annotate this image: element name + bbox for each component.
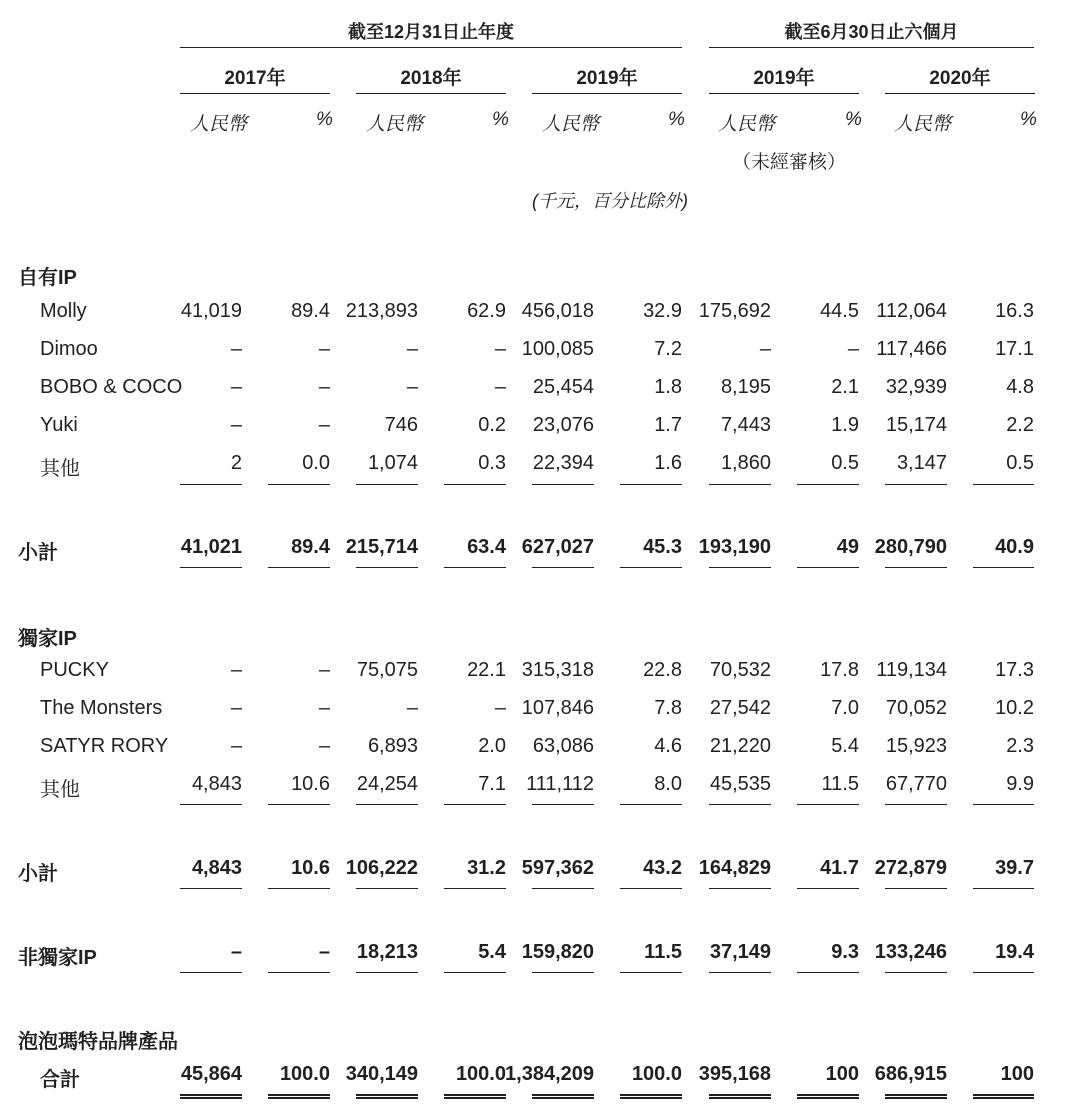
row-value: 45,864 xyxy=(180,1063,242,1085)
row-value: 9.9 xyxy=(1006,773,1034,795)
subtotal-rule xyxy=(532,567,594,568)
row-value: 49 xyxy=(836,536,859,558)
subtotal-rule xyxy=(885,567,947,568)
double-rule xyxy=(973,1094,1034,1099)
section-non-exclusive-ip: 非獨家IP xyxy=(18,947,97,969)
subtotal-rule xyxy=(356,804,418,805)
row-label: 小計 xyxy=(18,542,58,564)
subtotal-rule xyxy=(797,888,859,889)
row-value: 100 xyxy=(825,1063,859,1085)
row-value: 21,220 xyxy=(709,735,771,757)
year-rule xyxy=(180,93,330,94)
row-value: 15,174 xyxy=(885,414,947,436)
header-group-year-rule xyxy=(180,47,682,48)
unaudited-note: （未經審核） xyxy=(732,152,847,173)
row-value: 63,086 xyxy=(532,735,594,757)
unit-rmb: 人民幣 xyxy=(542,114,600,135)
row-value: 0.2 xyxy=(478,414,506,436)
row-value: 2 xyxy=(230,452,242,474)
row-value: – xyxy=(230,376,242,398)
subtotal-rule xyxy=(356,972,418,973)
row-value: 24,254 xyxy=(356,773,418,795)
row-value: 164,829 xyxy=(698,857,771,879)
row-value: 70,052 xyxy=(885,697,947,719)
subtotal-rule xyxy=(444,804,506,805)
row-value: – xyxy=(406,697,418,719)
section-brand-products: 泡泡瑪特品牌產品 xyxy=(18,1031,178,1053)
row-value: 111,112 xyxy=(526,773,594,795)
subtotal-rule xyxy=(797,484,859,485)
row-value: 4,843 xyxy=(191,857,242,879)
row-value: 10.2 xyxy=(995,697,1034,719)
row-value: 41,021 xyxy=(180,536,242,558)
row-value: 175,692 xyxy=(698,300,771,322)
row-label: Molly xyxy=(40,300,87,322)
subtotal-rule xyxy=(532,972,594,973)
row-value: 106,222 xyxy=(345,857,418,879)
row-value: 75,075 xyxy=(356,659,418,681)
row-value: 100,085 xyxy=(521,338,594,360)
subtotal-rule xyxy=(709,484,771,485)
subtotal-rule xyxy=(620,804,682,805)
double-rule xyxy=(797,1094,859,1099)
row-value: 0.0 xyxy=(302,452,330,474)
unit-pct: % xyxy=(845,109,862,130)
row-value: – xyxy=(318,735,330,757)
row-value: 22.8 xyxy=(643,659,682,681)
row-value: 27,542 xyxy=(709,697,771,719)
row-value: – xyxy=(318,414,330,436)
row-value: 4.6 xyxy=(654,735,682,757)
row-value: 17.1 xyxy=(995,338,1034,360)
subtotal-rule xyxy=(180,804,242,805)
subtotal-rule xyxy=(444,972,506,973)
row-value: – xyxy=(230,414,242,436)
unit-pct: % xyxy=(1020,109,1037,130)
subtotal-rule xyxy=(532,804,594,805)
row-value: – xyxy=(406,338,418,360)
subtotal-rule xyxy=(973,567,1034,568)
row-value: – xyxy=(318,941,330,963)
row-value: 2.1 xyxy=(831,376,859,398)
subtotal-rule xyxy=(885,484,947,485)
subtotal-rule xyxy=(620,567,682,568)
row-value: 215,714 xyxy=(345,536,418,558)
row-value: 62.9 xyxy=(467,300,506,322)
year-rule xyxy=(356,93,506,94)
subtotal-rule xyxy=(180,972,242,973)
double-rule xyxy=(268,1094,330,1099)
row-value: 37,149 xyxy=(709,941,771,963)
subtotal-rule xyxy=(268,888,330,889)
row-value: 67,770 xyxy=(885,773,947,795)
row-value: – xyxy=(230,659,242,681)
row-label: Dimoo xyxy=(40,338,98,360)
subtotal-rule xyxy=(532,484,594,485)
row-value: – xyxy=(494,697,506,719)
unit-rmb: 人民幣 xyxy=(894,114,952,135)
row-value: – xyxy=(759,338,771,360)
row-label: SATYR RORY xyxy=(40,735,169,757)
subtotal-rule xyxy=(885,804,947,805)
row-label: 合計 xyxy=(40,1069,80,1091)
row-value: 133,246 xyxy=(874,941,947,963)
row-value: 315,318 xyxy=(521,659,594,681)
double-rule xyxy=(180,1094,242,1099)
subtotal-rule xyxy=(180,567,242,568)
row-value: 597,362 xyxy=(521,857,594,879)
subtotal-rule xyxy=(797,804,859,805)
unit-rmb: 人民幣 xyxy=(718,114,776,135)
subtotal-rule xyxy=(885,888,947,889)
row-value: 0.5 xyxy=(831,452,859,474)
row-value: – xyxy=(318,659,330,681)
row-value: 41.7 xyxy=(820,857,859,879)
row-value: 7.8 xyxy=(654,697,682,719)
row-value: 8.0 xyxy=(654,773,682,795)
subtotal-rule xyxy=(973,972,1034,973)
row-value: 3,147 xyxy=(896,452,947,474)
subtotal-rule xyxy=(709,567,771,568)
row-value: 23,076 xyxy=(532,414,594,436)
row-value: 272,879 xyxy=(874,857,947,879)
row-value: 43.2 xyxy=(643,857,682,879)
row-value: 2.0 xyxy=(478,735,506,757)
row-value: – xyxy=(494,376,506,398)
row-value: 45,535 xyxy=(709,773,771,795)
row-value: – xyxy=(318,338,330,360)
unit-pct: % xyxy=(316,109,333,130)
subtotal-rule xyxy=(709,804,771,805)
row-label: BOBO & COCO xyxy=(40,376,183,398)
row-value: 7.2 xyxy=(654,338,682,360)
row-value: 40.9 xyxy=(995,536,1034,558)
row-value: 10.6 xyxy=(291,857,330,879)
row-value: 1,384,209 xyxy=(505,1063,594,1085)
row-value: 7.0 xyxy=(831,697,859,719)
row-value: 280,790 xyxy=(874,536,947,558)
row-value: 4,843 xyxy=(191,773,242,795)
row-value: 32.9 xyxy=(643,300,682,322)
year-header: 2018年 xyxy=(400,68,462,89)
double-rule xyxy=(885,1094,947,1099)
year-rule xyxy=(709,93,859,94)
row-value: – xyxy=(230,338,242,360)
row-value: 1,074 xyxy=(367,452,418,474)
row-value: 193,190 xyxy=(698,536,771,558)
row-label: The Monsters xyxy=(40,697,163,719)
row-value: 1.9 xyxy=(831,414,859,436)
row-value: 19.4 xyxy=(995,941,1034,963)
row-value: 686,915 xyxy=(874,1063,947,1085)
row-label: PUCKY xyxy=(40,659,109,681)
row-value: – xyxy=(318,376,330,398)
row-value: 746 xyxy=(384,414,418,436)
section-exclusive-ip: 獨家IP xyxy=(18,628,77,650)
row-value: 119,134 xyxy=(876,659,947,681)
subtotal-rule xyxy=(973,804,1034,805)
header-group-half: 截至6月30日止六個月 xyxy=(784,22,959,42)
row-value: 8,195 xyxy=(720,376,771,398)
subtotal-rule xyxy=(620,484,682,485)
year-rule xyxy=(532,93,682,94)
subtotal-rule xyxy=(797,567,859,568)
year-header: 2019年 xyxy=(753,68,815,89)
row-value: – xyxy=(494,338,506,360)
row-value: 63.4 xyxy=(467,536,506,558)
row-value: 395,168 xyxy=(698,1063,771,1085)
subtotal-rule xyxy=(268,972,330,973)
row-label: 其他 xyxy=(40,779,80,801)
row-value: 39.7 xyxy=(995,857,1034,879)
section-own-ip: 自有IP xyxy=(18,267,77,289)
subtotal-rule xyxy=(885,972,947,973)
row-value: 6,893 xyxy=(367,735,418,757)
row-value: – xyxy=(230,697,242,719)
row-value: 627,027 xyxy=(521,536,594,558)
subtotal-rule xyxy=(620,972,682,973)
unit-pct: % xyxy=(668,109,685,130)
row-value: 100.0 xyxy=(279,1063,330,1085)
row-value: 17.8 xyxy=(820,659,859,681)
row-value: 7,443 xyxy=(720,414,771,436)
row-value: 1,860 xyxy=(720,452,771,474)
row-value: 0.5 xyxy=(1006,452,1034,474)
header-group-year: 截至12月31日止年度 xyxy=(347,22,515,42)
unit-rmb: 人民幣 xyxy=(366,114,424,135)
row-value: 31.2 xyxy=(467,857,506,879)
row-value: 11.5 xyxy=(644,941,682,963)
row-value: 117,466 xyxy=(876,338,947,360)
unit-pct: % xyxy=(492,109,509,130)
row-value: 2.2 xyxy=(1006,414,1034,436)
row-value: – xyxy=(406,376,418,398)
subtotal-rule xyxy=(268,567,330,568)
row-value: 5.4 xyxy=(478,941,506,963)
row-value: – xyxy=(230,735,242,757)
row-value: – xyxy=(230,941,242,963)
subtotal-rule xyxy=(444,567,506,568)
subtotal-rule xyxy=(180,484,242,485)
year-header: 2017年 xyxy=(224,68,286,89)
row-value: 9.3 xyxy=(831,941,859,963)
row-value: 1.6 xyxy=(654,452,682,474)
double-rule xyxy=(532,1094,594,1099)
row-value: 456,018 xyxy=(521,300,594,322)
subtotal-rule xyxy=(444,888,506,889)
header-group-half-rule xyxy=(709,47,1034,48)
row-value: 1.7 xyxy=(654,414,682,436)
subtotal-rule xyxy=(973,484,1034,485)
row-value: 100 xyxy=(1000,1063,1034,1085)
row-value: 100.0 xyxy=(455,1063,506,1085)
row-value: 15,923 xyxy=(885,735,947,757)
double-rule xyxy=(444,1094,506,1099)
row-value: 44.5 xyxy=(820,300,859,322)
subtotal-rule xyxy=(444,484,506,485)
row-value: 4.8 xyxy=(1006,376,1034,398)
row-value: 112,064 xyxy=(876,300,947,322)
row-value: 2.3 xyxy=(1006,735,1034,757)
year-rule xyxy=(885,93,1035,94)
double-rule xyxy=(356,1094,418,1099)
subtotal-rule xyxy=(268,804,330,805)
row-value: 0.3 xyxy=(478,452,506,474)
double-rule xyxy=(620,1094,682,1099)
row-value: 16.3 xyxy=(995,300,1034,322)
row-value: 1.8 xyxy=(654,376,682,398)
row-value: 25,454 xyxy=(532,376,594,398)
row-value: 45.3 xyxy=(643,536,682,558)
subtotal-rule xyxy=(356,888,418,889)
subtotal-rule xyxy=(797,972,859,973)
subtotal-rule xyxy=(709,888,771,889)
subtotal-rule xyxy=(356,567,418,568)
row-value: 10.6 xyxy=(291,773,330,795)
row-value: 22,394 xyxy=(532,452,594,474)
subtotal-rule xyxy=(180,888,242,889)
row-value: 340,149 xyxy=(345,1063,418,1085)
row-value: 17.3 xyxy=(995,659,1034,681)
row-value: 107,846 xyxy=(521,697,594,719)
row-value: 5.4 xyxy=(831,735,859,757)
subtotal-rule xyxy=(532,888,594,889)
year-header: 2020年 xyxy=(929,68,991,89)
subtotal-rule xyxy=(973,888,1034,889)
row-value: – xyxy=(318,697,330,719)
row-label: 其他 xyxy=(40,458,80,480)
unit-rmb: 人民幣 xyxy=(190,114,248,135)
row-value: 70,532 xyxy=(709,659,771,681)
subtotal-rule xyxy=(268,484,330,485)
subtotal-rule xyxy=(620,888,682,889)
unit-note: (千元，百分比除外) xyxy=(532,191,688,211)
year-header: 2019年 xyxy=(576,68,638,89)
row-value: 32,939 xyxy=(885,376,947,398)
row-value: 100.0 xyxy=(631,1063,682,1085)
row-value: 41,019 xyxy=(180,300,242,322)
subtotal-rule xyxy=(356,484,418,485)
row-value: 213,893 xyxy=(345,300,418,322)
row-value: – xyxy=(847,338,859,360)
row-value: 11.5 xyxy=(821,773,859,795)
row-value: 22.1 xyxy=(467,659,506,681)
row-value: 159,820 xyxy=(521,941,594,963)
double-rule xyxy=(709,1094,771,1099)
row-value: 18,213 xyxy=(356,941,418,963)
row-value: 89.4 xyxy=(291,536,330,558)
row-value: 89.4 xyxy=(291,300,330,322)
row-label: Yuki xyxy=(40,414,78,436)
row-value: 7.1 xyxy=(478,773,506,795)
subtotal-rule xyxy=(709,972,771,973)
row-label: 小計 xyxy=(18,863,58,885)
